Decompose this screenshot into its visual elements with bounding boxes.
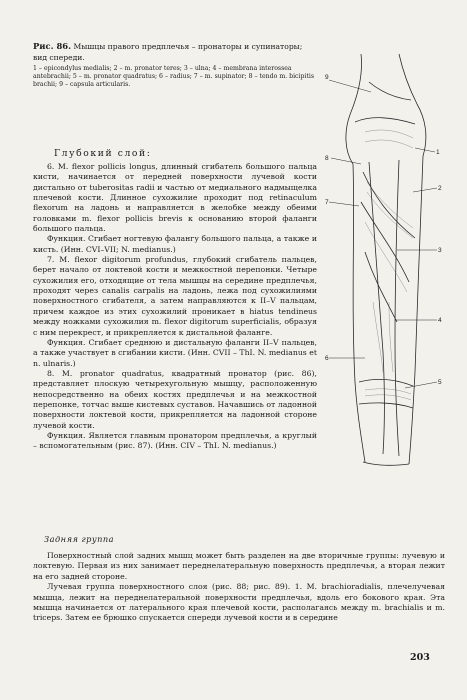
main-column-text	[33, 162, 317, 452]
label-3: 3	[438, 247, 442, 254]
paragraph: 6. M. flexor pollicis longus, длинный сгибатель большого пальца кисти, начинается от передней поверхности лучевой кости дистально от tuberositas radii и частью от медиального надмыщелка плечевой кости. Длинное сухожилие проходит под retinaculum flexorum на ладонь и направляется в желобке между обеими головками m. flexor pollicis brevis к основанию второй фаланги большого пальца.	[33, 162, 317, 234]
label-5: 5	[438, 379, 442, 386]
section-heading-deep-layer: Глубокий слой:	[54, 148, 152, 159]
paragraph: Лучевая группа поверхностного слоя (рис. 88; рис. 89). 1. M. brachioradialis, плечелучевая мышца, лежит на переднелатеральной поверхности предплечья, вдоль его бокового края. Эта мышца начинается от латерального края плечевой кости, располагаясь между m. brachialis и m. triceps. Затем ее брюшко спускается спереди лучевой кости и в середине	[33, 582, 445, 623]
paragraph: 8. M. pronator quadratus, квадратный пронатор (рис. 86), представляет плоскую четырехугольную мышцу, расположенную непосредственно на обеих костях предплечья и на межкостной перепонке, тотчас выше кистевых суставов. Начавшись от ладонной поверхности локтевой кости, прикрепляется на ладонной стороне лучевой кости.	[33, 368, 317, 430]
forearm-drawing	[325, 52, 443, 484]
paragraph: Функция. Сгибает среднюю и дистальную фаланги II–V пальцев, а также участвует в сгибании кисти. (Инн. CVII – ThI. N. medianus et n. ulnaris.)	[33, 337, 317, 368]
label-4: 4	[438, 317, 442, 324]
figure-legend: 1 – epicondylus medialis; 2 – m. pronator teres; 3 – ulna; 4 – membrana interossea antebrachii; 5 – m. pronator quadratus; 6 – radius; 7 – m. supinator; 8 – tendo m. bicipitis brachii; 9 – capsula articularis.	[33, 64, 315, 89]
paragraph: Поверхностный слой задних мышц может быть разделен на две вторичные группы: лучевую и локтевую. Первая из них занимает переднелатеральную поверхность предплечья, а вторая лежит на его задней стороне.	[33, 551, 445, 581]
figure-number: Рис. 86.	[33, 41, 72, 51]
paragraph: 7. M. flexor digitorum profundus, глубокий сгибатель пальцев, берет начало от локтевой кости и межкостной перепонки. Четыре сухожилия его, отходящие от тела мышцы на середине предплечья, проходят через canalis carpalis на ладонь, лежа под сухожилиями поверхностного сгибателя, а затем направляются к II–V пальцам, причем каждое из этих сухожилий проникает в hiatus tendineus между ножками сухожилия m. flexor digitorum superficialis, образуя с ним перекрест, и прикрепляется к дистальной фаланге.	[33, 255, 317, 337]
label-9: 9	[325, 74, 329, 81]
forearm-illustration	[325, 52, 443, 484]
label-1: 1	[436, 149, 440, 156]
section-heading-posterior-group: Задняя группа	[44, 534, 115, 544]
figure-caption	[33, 41, 315, 89]
figure-title: Мышцы правого предплечья – пронаторы и супинаторы; вид спереди.	[33, 42, 303, 62]
full-width-text	[33, 551, 445, 624]
label-8: 8	[325, 155, 329, 162]
label-2: 2	[438, 185, 442, 192]
paragraph: Функция. Сгибает ногтевую фалангу большого пальца, а также и кисть. (Инн. CVI–VII; N. medianus.)	[33, 234, 317, 254]
label-6: 6	[325, 355, 329, 362]
paragraph: Функция. Является главным пронатором предплечья, а круглый – вспомогательным (рис. 87). (Инн. CIV – ThI. N. medianus.)	[33, 430, 317, 451]
label-7: 7	[325, 199, 329, 206]
page-number: 203	[410, 652, 430, 663]
